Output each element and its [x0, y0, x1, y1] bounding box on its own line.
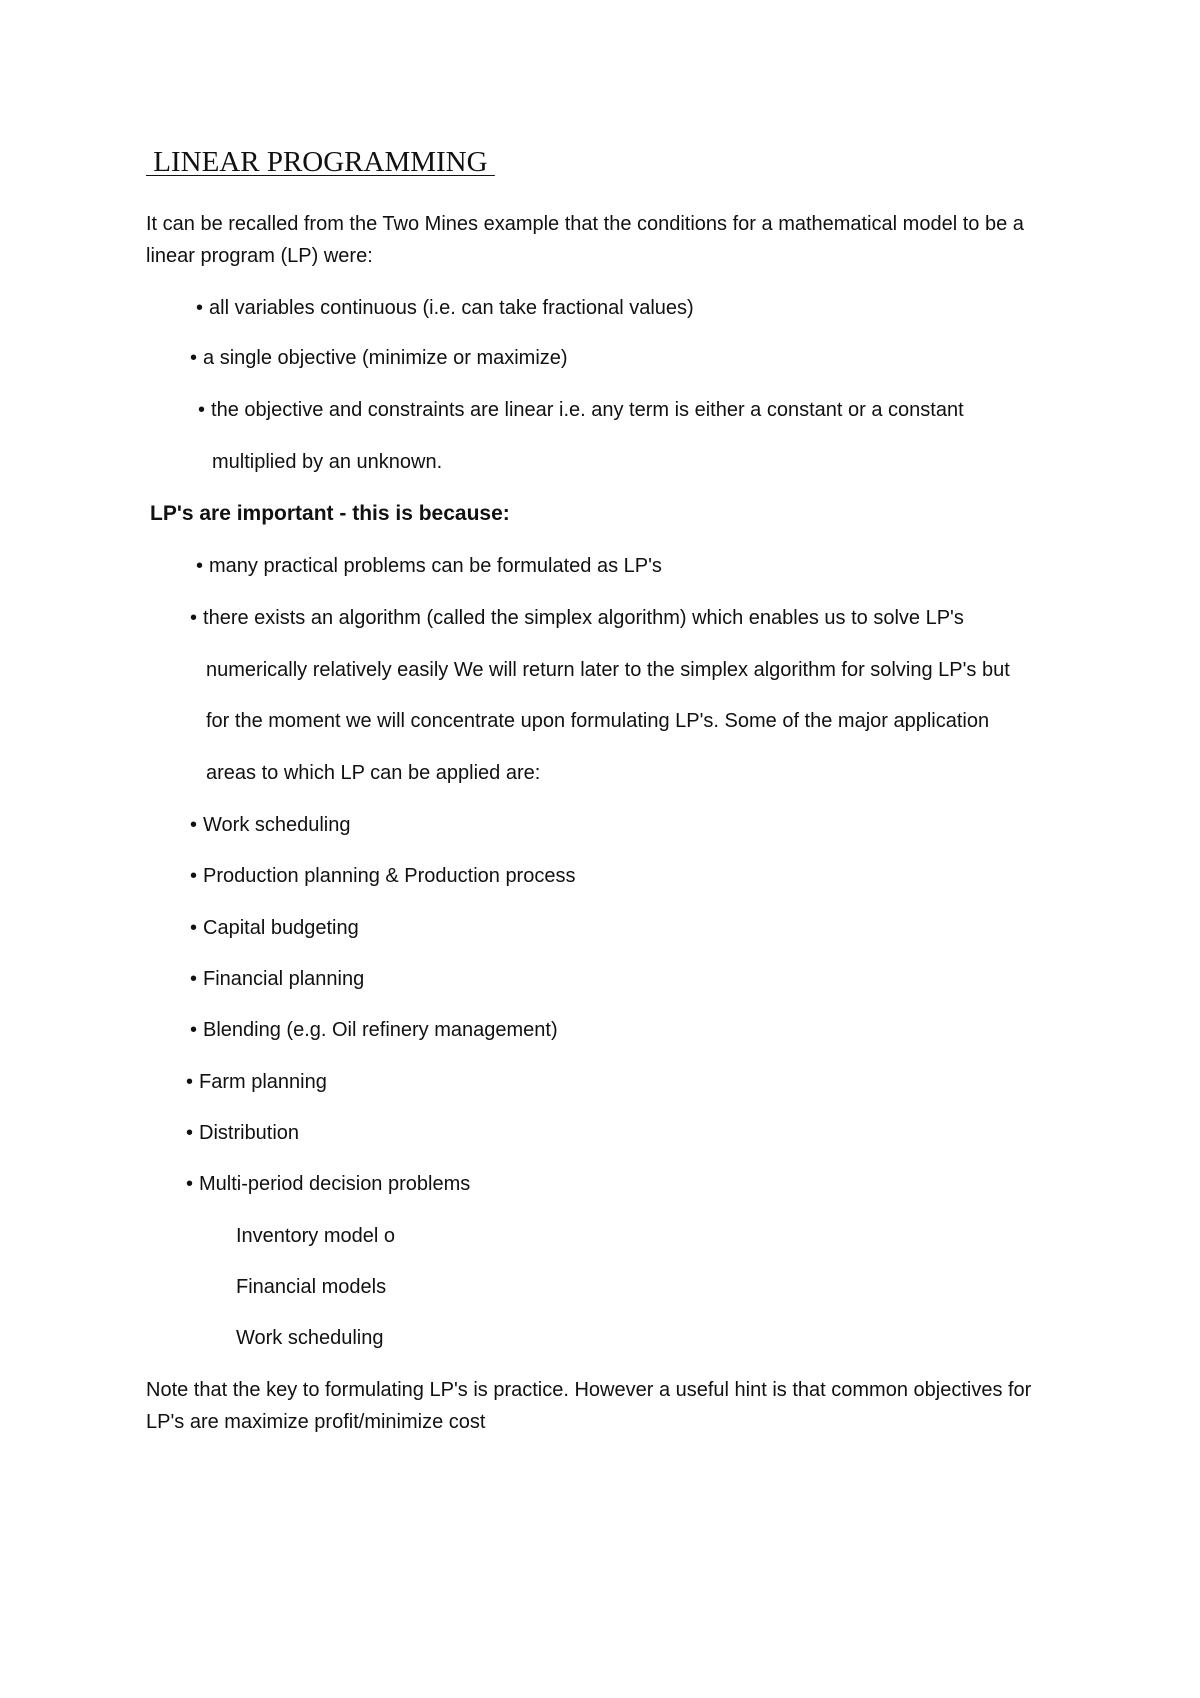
bullet-icon: • — [186, 1173, 194, 1195]
reason-continuation: for the moment we will concentrate upon formulating LP's. Some of the major application — [206, 710, 990, 732]
bullet-icon: • — [190, 814, 198, 836]
application-item — [186, 1170, 470, 1198]
application-text: Farm planning — [199, 1071, 327, 1093]
condition-text: the objective and constraints are linear i.e. any term is either a constant or a constant — [211, 399, 964, 421]
bullet-icon: • — [186, 1122, 194, 1144]
application-text: Capital budgeting — [203, 917, 359, 939]
application-text: Multi-period decision problems — [199, 1173, 471, 1195]
bullet-icon: • — [190, 1019, 198, 1041]
reason-text: many practical problems can be formulated as LP's — [209, 555, 662, 577]
application-text: Blending (e.g. Oil refinery management) — [203, 1019, 558, 1041]
application-text: Work scheduling — [203, 814, 351, 836]
condition-text: all variables continuous (i.e. can take fractional values) — [209, 297, 694, 319]
sub-application-item: Financial models — [236, 1276, 387, 1298]
bullet-icon: • — [190, 607, 198, 629]
condition-item — [198, 396, 964, 424]
reason-continuation: numerically relatively easily We will return later to the simplex algorithm for solving LP's but — [206, 659, 1010, 681]
application-text: Production planning & Production process — [203, 865, 576, 887]
application-item — [190, 862, 575, 890]
application-text: Financial planning — [203, 968, 365, 990]
page-title: LINEAR PROGRAMMING — [146, 146, 495, 178]
note-line-1: Note that the key to formulating LP's is practice. However a useful hint is that common objectives for — [146, 1379, 1032, 1401]
condition-item — [190, 344, 568, 372]
application-item — [186, 1068, 327, 1096]
bullet-icon: • — [190, 865, 198, 887]
application-text: Distribution — [199, 1122, 300, 1144]
reason-item — [196, 552, 662, 580]
condition-continuation: multiplied by an unknown. — [212, 451, 443, 473]
bullet-icon: • — [186, 1071, 194, 1093]
sub-application-item: Work scheduling — [236, 1327, 384, 1349]
note-line-2: LP's are maximize profit/minimize cost — [146, 1411, 486, 1433]
bullet-icon: • — [190, 347, 198, 369]
importance-heading: LP's are important - this is because: — [150, 502, 510, 525]
bullet-icon: • — [196, 555, 204, 577]
sub-application-item: Inventory model o — [236, 1225, 395, 1247]
application-item — [190, 811, 351, 839]
application-item — [190, 914, 359, 942]
application-item — [190, 1016, 558, 1044]
bullet-icon: • — [190, 968, 198, 990]
application-item — [186, 1119, 299, 1147]
condition-text: a single objective (minimize or maximize) — [203, 347, 568, 369]
reason-item — [190, 604, 964, 632]
condition-item — [196, 294, 694, 322]
reason-text: there exists an algorithm (called the simplex algorithm) which enables us to solve LP's — [203, 607, 964, 629]
bullet-icon: • — [198, 399, 206, 421]
bullet-icon: • — [190, 917, 198, 939]
intro-line-1: It can be recalled from the Two Mines example that the conditions for a mathematical model to be a — [146, 213, 1024, 235]
reason-continuation: areas to which LP can be applied are: — [206, 762, 541, 784]
application-item — [190, 965, 364, 993]
intro-line-2: linear program (LP) were: — [146, 245, 373, 267]
bullet-icon: • — [196, 297, 204, 319]
